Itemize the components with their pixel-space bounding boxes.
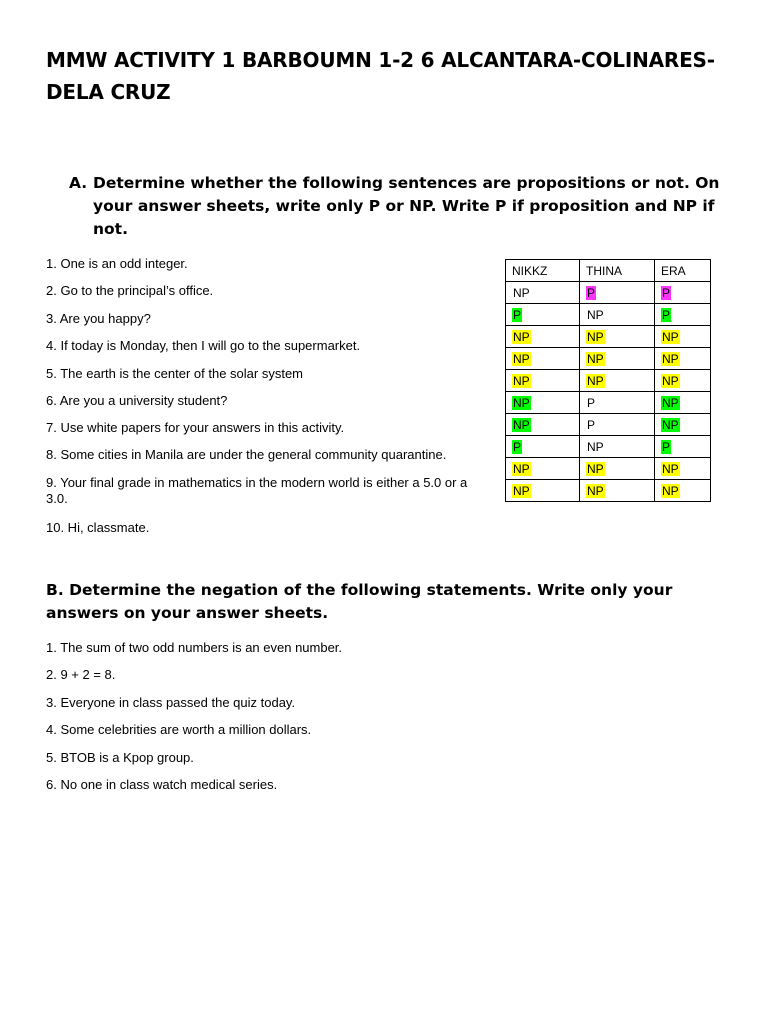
table-row xyxy=(506,304,711,326)
table-cell xyxy=(506,326,580,348)
table-cell xyxy=(506,282,580,304)
answer-value: NP xyxy=(587,373,604,388)
table-cell xyxy=(506,392,580,414)
table-cell xyxy=(655,370,711,392)
table-cell xyxy=(655,458,711,480)
table-row xyxy=(506,370,711,392)
answer-value: NP xyxy=(513,483,530,498)
list-item: 8. Some cities in Manila are under the general community quarantine. xyxy=(46,447,447,462)
table-cell xyxy=(506,480,580,502)
table-cell xyxy=(655,480,711,502)
list-item: 7. Use white papers for your answers in this activity. xyxy=(46,420,345,435)
list-item: 6. No one in class watch medical series. xyxy=(46,777,278,792)
list-item: 9. Your final grade in mathematics in the modern world is either a 5.0 or a 3.0. xyxy=(46,475,468,506)
table-cell xyxy=(655,282,711,304)
answer-value: NP xyxy=(662,351,679,366)
answer-value: NP xyxy=(587,439,604,454)
table-cell xyxy=(506,304,580,326)
answer-value: NP xyxy=(513,417,530,432)
list-item: 4. Some celebrities are worth a million dollars. xyxy=(46,722,312,737)
answer-table-body xyxy=(506,282,711,502)
list-item: 5. The earth is the center of the solar system xyxy=(46,366,303,381)
answer-value: NP xyxy=(587,461,604,476)
answer-value: P xyxy=(662,307,671,322)
table-cell xyxy=(655,348,711,370)
list-item: 3. Are you happy? xyxy=(46,311,151,326)
table-cell xyxy=(655,304,711,326)
table-cell xyxy=(580,348,655,370)
table-cell xyxy=(580,370,655,392)
table-cell xyxy=(655,326,711,348)
section-a-text: Determine whether the following sentences are propositions or not. On your answer sheets, write only P or NP. Write P if proposition and NP if not. xyxy=(93,174,720,238)
table-cell xyxy=(506,436,580,458)
table-cell xyxy=(580,480,655,502)
table-row xyxy=(506,436,711,458)
table-cell xyxy=(580,392,655,414)
answer-value: NP xyxy=(513,285,530,300)
table-cell xyxy=(655,436,711,458)
list-item: 2. Go to the principal’s office. xyxy=(46,283,214,298)
column-header-thina: THINA xyxy=(580,260,655,282)
list-item: 3. Everyone in class passed the quiz today. xyxy=(46,695,296,710)
answer-value: NP xyxy=(513,329,530,344)
table-cell xyxy=(506,370,580,392)
list-item: 2. 9 + 2 = 8. xyxy=(46,667,116,682)
answer-value: P xyxy=(662,285,671,300)
table-row xyxy=(506,414,711,436)
table-row xyxy=(506,458,711,480)
table-cell xyxy=(655,392,711,414)
table-header-row xyxy=(506,260,711,282)
table-cell xyxy=(580,326,655,348)
answer-value: P xyxy=(662,439,671,454)
answer-table xyxy=(505,259,711,502)
table-cell xyxy=(580,436,655,458)
answer-value: P xyxy=(513,439,522,454)
table-cell xyxy=(506,414,580,436)
table-cell xyxy=(580,458,655,480)
answer-value: NP xyxy=(662,373,679,388)
answer-value: NP xyxy=(587,483,604,498)
list-item: 4. If today is Monday, then I will go to the supermarket. xyxy=(46,338,361,353)
answer-value: NP xyxy=(513,351,530,366)
section-a-marker: A. xyxy=(69,174,88,192)
table-cell xyxy=(580,304,655,326)
table-cell xyxy=(506,348,580,370)
answer-value: NP xyxy=(662,483,679,498)
table-row xyxy=(506,348,711,370)
answer-value: P xyxy=(587,285,596,300)
answer-value: P xyxy=(587,417,596,432)
table-cell xyxy=(580,282,655,304)
answer-value: P xyxy=(587,395,596,410)
answer-value: NP xyxy=(662,461,679,476)
table-cell xyxy=(506,458,580,480)
section-a-instructions xyxy=(69,172,729,241)
answer-value: NP xyxy=(513,373,530,388)
table-row xyxy=(506,282,711,304)
column-header-nikkz: NIKKZ xyxy=(506,260,580,282)
page-title: MMW ACTIVITY 1 BARBOUMN 1-2 6 ALCANTARA-COLINARES-DELA CRUZ xyxy=(46,48,715,104)
list-item: 6. Are you a university student? xyxy=(46,393,228,408)
column-header-era: ERA xyxy=(655,260,711,282)
table-cell xyxy=(580,414,655,436)
answer-value: NP xyxy=(513,461,530,476)
list-item: 5. BTOB is a Kpop group. xyxy=(46,750,194,765)
table-cell xyxy=(655,414,711,436)
list-item: 1. One is an odd integer. xyxy=(46,256,188,271)
list-item: 10. Hi, classmate. xyxy=(46,520,150,535)
answer-value: P xyxy=(513,307,522,322)
list-item: 1. The sum of two odd numbers is an even number. xyxy=(46,640,343,655)
answer-value: NP xyxy=(662,395,679,410)
table-row xyxy=(506,392,711,414)
answer-value: NP xyxy=(587,307,604,322)
section-b-instructions: B. Determine the negation of the following statements. Write only your answers on your answer sheets. xyxy=(46,581,673,622)
table-row xyxy=(506,326,711,348)
table-row xyxy=(506,480,711,502)
answer-value: NP xyxy=(662,329,679,344)
answer-value: NP xyxy=(513,395,530,410)
answer-value: NP xyxy=(662,417,679,432)
answer-value: NP xyxy=(587,351,604,366)
answer-value: NP xyxy=(587,329,604,344)
